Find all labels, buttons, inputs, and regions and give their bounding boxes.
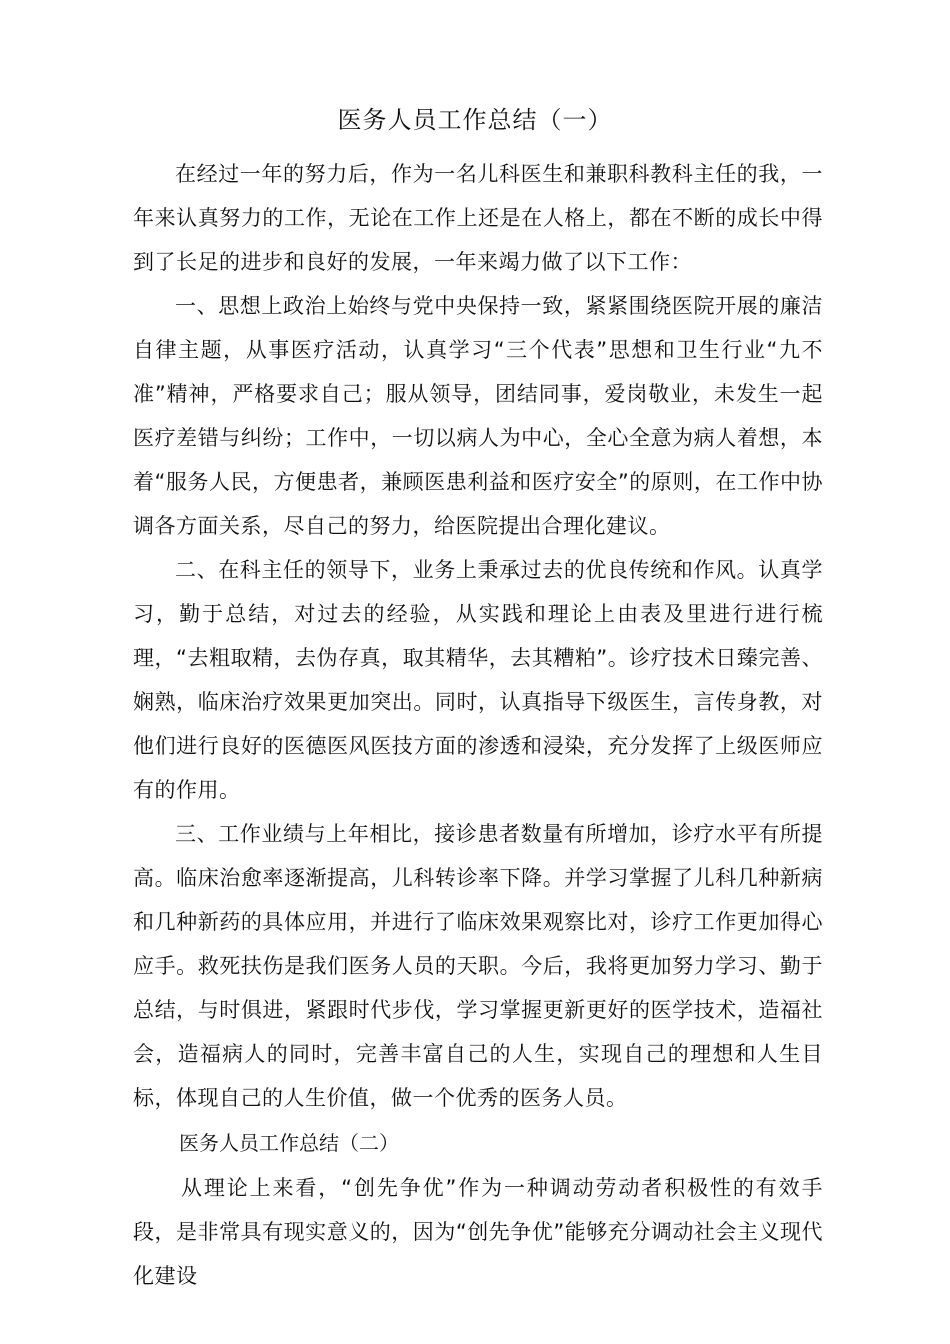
- paragraph-intro: 在经过一年的努力后，作为一名儿科医生和兼职科教科主任的我，一年来认真努力的工作，无论在工作上还是在人格上，都在不断的成长中得到了长足的进步和良好的发展，一年来竭力做了以下工作：: [133, 162, 823, 274]
- paragraph-section-two: 二、在科主任的领导下，业务上秉承过去的优良传统和作风。认真学习，勤于总结，对过去的经验，从实践和理论上由表及里进行进行梳理，“去粗取精，去伪存真，取其精华，去其糟粕”。诊疗技术日臻完善、娴熟，临床治疗效果更加突出。同时，认真指导下级医生，言传身教，对他们进行良好的医德医风医技方面的渗透和浸染，充分发挥了上级医师应有的作用。: [133, 558, 823, 802]
- paragraph-section-three: 三、工作业绩与上年相比，接诊患者数量有所增加，诊疗水平有所提高。临床治愈率逐渐提高，儿科转诊率下降。并学习掌握了儿科几种新病和几种新药的具体应用，并进行了临床效果观察比对，诊疗工作更加得心应手。救死扶伤是我们医务人员的天职。今后，我将更加努力学习、勤于总结，与时俱进，紧跟时代步伐，学习掌握更新更好的医学技术，造福社会，造福病人的同时，完善丰富自己的人生，实现自己的理想和人生目标，体现自己的人生价值，做一个优秀的医务人员。: [133, 822, 823, 1110]
- paragraph-second-part: 从理论上来看，“创先争优”作为一种调动劳动者积极性的有效手段，是非常具有现实意义的，因为“创先争优”能够充分调动社会主义现代化建设: [133, 1176, 823, 1288]
- document-title: 医务人员工作总结（一）: [337, 106, 613, 134]
- document-subtitle: 医务人员工作总结（二）: [179, 1131, 399, 1155]
- paragraph-section-one: 一、思想上政治上始终与党中央保持一致，紧紧围绕医院开展的廉洁自律主题，从事医疗活动，认真学习“三个代表”思想和卫生行业“九不准”精神，严格要求自己；服从领导，团结同事，爱岗敬业，未发生一起医疗差错与纠纷；工作中，一切以病人为中心，全心全意为病人着想，本着“服务人民，方便患者，兼顾医患利益和医疗安全”的原则，在工作中协调各方面关系，尽自己的努力，给医院提出合理化建议。: [133, 294, 823, 538]
- document-body: [133, 152, 823, 1298]
